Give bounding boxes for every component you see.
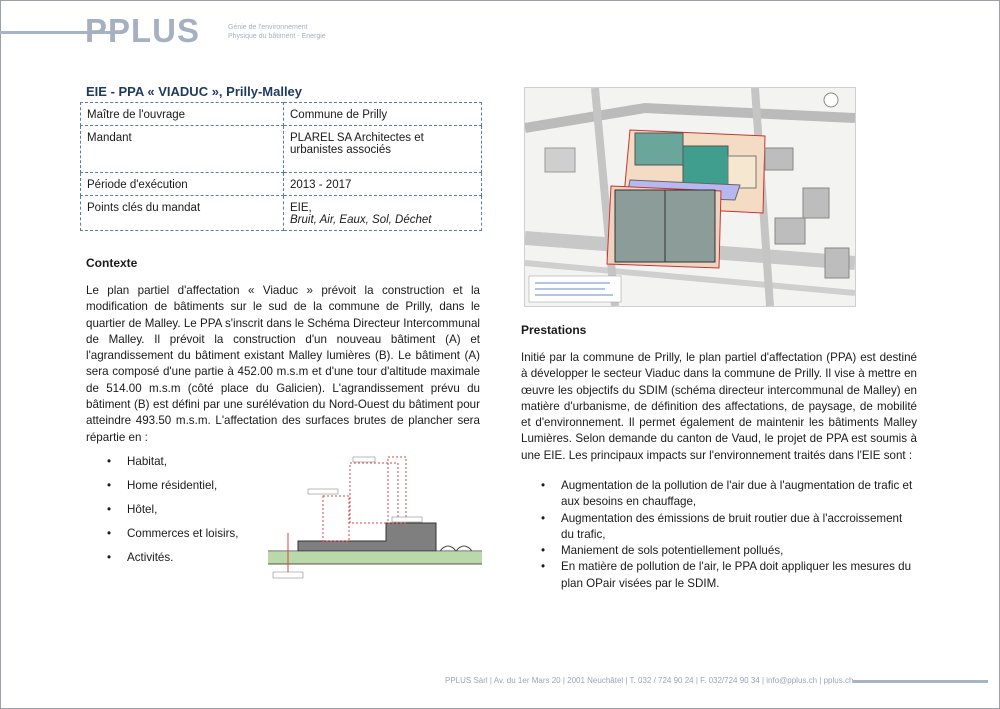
project-info-table [80,102,482,231]
contexte-heading: Contexte [86,256,138,270]
company-tagline [228,23,326,41]
list-item: • Hôtel, [107,503,238,527]
info-value-line-1: EIE, [290,202,312,214]
info-value [284,196,482,231]
tagline-line-1: Génie de l'environnement [228,24,308,31]
list-item: • Augmentation de la pollution de l'air due à l'augmentation de trafic et aux besoins en chauffage, [541,478,917,511]
footer-rule [853,680,988,683]
table-row [81,103,482,126]
info-value: 2013 - 2017 [284,173,482,196]
info-key: Mandant [81,126,284,173]
table-row [81,126,482,173]
info-value: Commune de Prilly [284,103,482,126]
building-section-drawing [268,453,482,581]
tagline-line-2: Physique du bâtiment - Energie [228,33,326,40]
document-title: EIE - PPA « VIADUC », Prilly-Malley [86,84,303,99]
footer-contact: PPLUS Sàrl | Av. du 1er Mars 20 | 2001 Neuchâtel | T. 032 / 724 90 24 | F. 032/724 90 34 | info@pplus.ch | pplus.ch [445,676,854,685]
info-key: Période d'exécution [81,173,284,196]
info-value-line-2: Bruit, Air, Eaux, Sol, Déchet [290,214,432,226]
table-row [81,196,482,231]
list-item: • Augmentation des émissions de bruit routier due à l'accroissement du trafic, [541,511,917,544]
list-item: • Activités. [107,551,238,575]
affectation-list [107,455,238,575]
table-row [81,173,482,196]
list-item: • Maniement de sols potentiellement pollués, [541,543,917,559]
contexte-paragraph: Le plan partiel d'affectation « Viaduc » prévoit la construction et la modification de bâtiments sur le sud de la commune de Prilly, dans le quartier de Malley. Le PPA s'inscrit dans le Schéma Directeur Intercommunal de Malley. Il prévoit la construction d'un nouveau bâtiment (A) et l'agrandissement du bâtiment existant Malley lumières (B). Le bâtiment (A) sera composé d'une partie à 452.00 m.s.m et d'une tour d'altitude maximale de 514.00 m.s.m (côté place du Galicien). L'agrandissement prévu du bâtiment (B) est défini par une surélévation du Nord-Ouest du bâtiment pour atteindre 493.50 m.s.m. L'affectation des surfaces brutes de plancher sera répartie en : [86,284,480,444]
site-plan-drawing [525,88,855,306]
list-item: • Home résidentiel, [107,479,238,503]
impacts-list [541,478,917,592]
info-key: Maître de l'ouvrage [81,103,284,126]
list-item: • Commerces et loisirs, [107,527,238,551]
company-logo: PPLUS [85,12,201,49]
info-key: Points clés du mandat [81,196,284,231]
prestations-heading: Prestations [521,323,587,337]
list-item: • Habitat, [107,455,238,479]
site-plan-map [524,87,856,307]
list-item: • En matière de pollution de l'air, le PPA doit appliquer les mesures du plan OPair visées par le SDIM. [541,559,917,592]
info-value: PLAREL SA Architectes et urbanistes associés [284,126,482,173]
prestations-paragraph: Initié par la commune de Prilly, le plan partiel d'affectation (PPA) est destiné à développer le secteur Viaduc dans la commune de Prilly. Il vise à mettre en œuvre les objectifs du SDIM (schéma directeur intercommunal de Malley) en matière d'urbanisme, de définition des affectations, de paysage, de mobilité et d'environnement. Il permet également de maintenir les bâtiments Malley Lumières. Selon demande du canton de Vaud, le projet de PPA est soumis à une EIE. Les principaux impacts sur l'environnement traités dans l'EIE sont : [521,351,917,462]
